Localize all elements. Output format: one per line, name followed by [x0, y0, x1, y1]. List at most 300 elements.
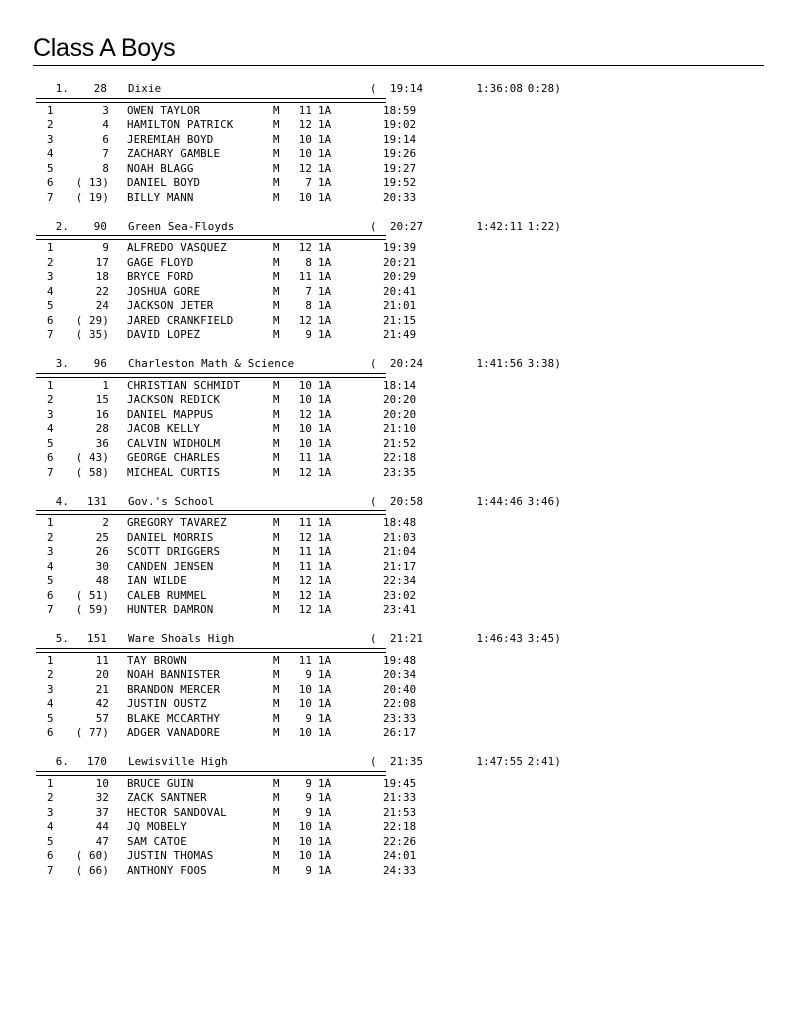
runner-row: [33, 379, 764, 394]
runner-points: 9: [102, 241, 109, 254]
runner-grade: 12: [298, 588, 312, 602]
runner-rank: 5: [47, 834, 54, 848]
runner-points: ( 51): [75, 588, 109, 602]
runner-grade: 7: [305, 176, 312, 189]
runner-class: 1A: [318, 393, 332, 406]
runner-rank: 1: [47, 516, 54, 529]
runner-rank: 6: [47, 451, 54, 464]
page-title: Class A Boys: [33, 34, 176, 62]
runner-name: SAM CATOE: [127, 834, 187, 848]
runner-rank: 1: [47, 776, 54, 790]
runner-rank: 2: [47, 393, 54, 406]
runner-class: 1A: [318, 863, 332, 877]
runner-time: 21:52: [383, 436, 417, 450]
runner-time: 19:26: [383, 147, 417, 160]
runner-grade: 10: [298, 190, 312, 204]
team-block: [33, 220, 764, 343]
runner-sex: M: [273, 393, 280, 406]
team-block: [33, 755, 764, 878]
runner-class: 1A: [318, 516, 332, 529]
runner-rank: 3: [47, 270, 54, 283]
runner-class: 1A: [318, 255, 332, 269]
runner-name: ZACHARY GAMBLE: [127, 147, 221, 160]
runner-class: 1A: [318, 668, 332, 681]
runner-class: 1A: [318, 574, 332, 587]
runner-row: [33, 849, 764, 864]
team-total-time: 1:47:55: [476, 755, 523, 768]
team-average-time: ( 21:35: [370, 755, 424, 768]
runner-grade: 10: [298, 147, 312, 160]
team-average-time: ( 20:24: [370, 357, 424, 370]
runner-class: 1A: [318, 451, 332, 464]
runner-sex: M: [273, 176, 280, 189]
team-average-time: ( 20:58: [370, 494, 424, 508]
runner-rank: 3: [47, 407, 54, 421]
runner-class: 1A: [318, 559, 332, 573]
runner-grade: 12: [298, 241, 312, 254]
runner-time: 20:33: [383, 190, 417, 204]
team-split: 3:46): [527, 494, 561, 508]
runner-time: 20:29: [383, 270, 417, 283]
runner-class: 1A: [318, 791, 332, 804]
runner-class: 1A: [318, 530, 332, 544]
runner-points: 6: [102, 132, 109, 146]
runner-points: ( 58): [75, 465, 109, 479]
runner-row: [33, 285, 764, 300]
runner-row: [33, 574, 764, 589]
team-divider: [36, 373, 386, 378]
runner-rank: 7: [47, 190, 54, 204]
runner-grade: 12: [298, 530, 312, 544]
team-average-time: ( 19:14: [370, 82, 424, 95]
runner-list: [33, 777, 764, 879]
runner-class: 1A: [318, 299, 332, 312]
team-name: Charleston Math & Science: [128, 357, 295, 370]
runner-time: 19:39: [383, 241, 417, 254]
team-average-time: ( 21:21: [370, 632, 424, 645]
runner-name: CALVIN WIDHOLM: [127, 436, 221, 450]
runner-grade: 9: [305, 668, 312, 681]
runner-points: 3: [102, 103, 109, 117]
team-block: [33, 82, 764, 205]
runner-sex: M: [273, 834, 280, 848]
team-total-time: 1:41:56: [476, 357, 523, 370]
runner-name: JQ MOBELY: [127, 820, 187, 833]
team-total-time: 1:36:08: [476, 82, 523, 95]
runner-rank: 7: [47, 328, 54, 341]
runner-points: 20: [95, 668, 109, 681]
runner-row: [33, 864, 764, 879]
runner-row: [33, 726, 764, 741]
runner-name: BRANDON MERCER: [127, 682, 221, 696]
runner-grade: 9: [305, 791, 312, 804]
runner-rank: 3: [47, 132, 54, 146]
runner-row: [33, 422, 764, 437]
runner-grade: 8: [305, 299, 312, 312]
runner-points: 30: [95, 559, 109, 573]
runner-rank: 1: [47, 241, 54, 254]
runner-name: GEORGE CHARLES: [127, 451, 221, 464]
team-header: [33, 357, 764, 372]
runner-class: 1A: [318, 820, 332, 833]
runner-sex: M: [273, 711, 280, 725]
runner-row: [33, 545, 764, 560]
runner-sex: M: [273, 299, 280, 312]
runner-sex: M: [273, 588, 280, 602]
runner-class: 1A: [318, 588, 332, 602]
runner-name: ZACK SANTNER: [127, 791, 207, 804]
runner-time: 24:33: [383, 863, 417, 877]
runner-grade: 9: [305, 328, 312, 341]
runner-grade: 12: [298, 407, 312, 421]
runner-rank: 3: [47, 682, 54, 696]
runner-row: [33, 133, 764, 148]
runner-row: [33, 176, 764, 191]
team-divider: [36, 235, 386, 240]
team-block: [33, 357, 764, 480]
runner-row: [33, 668, 764, 683]
runner-points: ( 35): [75, 328, 109, 341]
runner-sex: M: [273, 530, 280, 544]
runner-grade: 12: [298, 161, 312, 175]
runner-points: 36: [95, 436, 109, 450]
runner-sex: M: [273, 574, 280, 587]
runner-sex: M: [273, 668, 280, 681]
runner-rank: 5: [47, 161, 54, 175]
runner-class: 1A: [318, 653, 332, 667]
team-divider: [36, 771, 386, 776]
runner-row: [33, 256, 764, 271]
team-place: 4.: [55, 494, 69, 508]
runner-time: 22:34: [383, 574, 417, 587]
runner-class: 1A: [318, 118, 332, 131]
runner-name: HUNTER DAMRON: [127, 603, 214, 616]
runner-name: IAN WILDE: [127, 574, 187, 587]
runner-grade: 10: [298, 682, 312, 696]
runner-rank: 6: [47, 176, 54, 189]
team-split: 3:45): [527, 632, 561, 645]
runner-rank: 4: [47, 284, 54, 298]
runner-class: 1A: [318, 328, 332, 341]
runner-rank: 3: [47, 805, 54, 819]
runner-grade: 10: [298, 726, 312, 739]
runner-class: 1A: [318, 313, 332, 327]
runner-points: 44: [95, 820, 109, 833]
runner-row: [33, 560, 764, 575]
team-score: 28: [93, 82, 107, 95]
runner-row: [33, 835, 764, 850]
runner-grade: 10: [298, 132, 312, 146]
runner-time: 22:26: [383, 834, 417, 848]
runner-time: 18:59: [383, 103, 417, 117]
runner-sex: M: [273, 559, 280, 573]
runner-sex: M: [273, 407, 280, 421]
runner-rank: 4: [47, 820, 54, 833]
runner-time: 19:27: [383, 161, 417, 175]
runner-sex: M: [273, 726, 280, 739]
runner-grade: 7: [305, 284, 312, 298]
runner-points: 8: [102, 161, 109, 175]
runner-sex: M: [273, 132, 280, 146]
runner-sex: M: [273, 653, 280, 667]
runner-sex: M: [273, 284, 280, 298]
runner-time: 19:45: [383, 776, 417, 790]
runner-sex: M: [273, 451, 280, 464]
runner-rank: 6: [47, 849, 54, 862]
runner-class: 1A: [318, 726, 332, 739]
runner-grade: 10: [298, 422, 312, 435]
runner-name: JARED CRANKFIELD: [127, 313, 234, 327]
runner-name: GREGORY TAVAREZ: [127, 516, 227, 529]
runner-grade: 11: [298, 103, 312, 117]
runner-class: 1A: [318, 834, 332, 848]
team-place: 2.: [55, 219, 69, 233]
team-total-time: 1:44:46: [476, 494, 523, 508]
runner-class: 1A: [318, 776, 332, 790]
runner-name: GAGE FLOYD: [127, 255, 194, 269]
team-results: [33, 82, 764, 893]
runner-row: [33, 314, 764, 329]
runner-row: [33, 299, 764, 314]
runner-time: 21:33: [383, 791, 417, 804]
runner-row: [33, 697, 764, 712]
runner-time: 23:35: [383, 465, 417, 479]
runner-grade: 10: [298, 849, 312, 862]
runner-rank: 1: [47, 103, 54, 117]
runner-sex: M: [273, 270, 280, 283]
runner-sex: M: [273, 118, 280, 131]
runner-class: 1A: [318, 407, 332, 421]
runner-name: BRUCE GUIN: [127, 776, 194, 790]
runner-class: 1A: [318, 132, 332, 146]
team-score: 131: [87, 494, 107, 508]
runner-row: [33, 683, 764, 698]
runner-points: 2: [102, 516, 109, 529]
runner-name: JUSTIN OUSTZ: [127, 697, 207, 710]
runner-rank: 2: [47, 118, 54, 131]
runner-name: JEREMIAH BOYD: [127, 132, 214, 146]
team-split: 1:22): [527, 219, 561, 233]
runner-sex: M: [273, 516, 280, 529]
runner-time: 26:17: [383, 726, 417, 739]
runner-name: ANTHONY FOOS: [127, 863, 207, 877]
runner-time: 24:01: [383, 849, 417, 862]
runner-name: HECTOR SANDOVAL: [127, 805, 227, 819]
runner-rank: 7: [47, 863, 54, 877]
runner-grade: 11: [298, 451, 312, 464]
runner-time: 18:14: [383, 378, 417, 392]
runner-name: BILLY MANN: [127, 190, 194, 204]
runner-rank: 5: [47, 299, 54, 312]
runner-sex: M: [273, 190, 280, 204]
runner-time: 21:17: [383, 559, 417, 573]
runner-points: 10: [95, 776, 109, 790]
runner-grade: 12: [298, 118, 312, 131]
runner-time: 20:20: [383, 407, 417, 421]
runner-rank: 5: [47, 711, 54, 725]
runner-row: [33, 791, 764, 806]
runner-rank: 4: [47, 697, 54, 710]
runner-name: TAY BROWN: [127, 653, 187, 667]
runner-class: 1A: [318, 711, 332, 725]
runner-time: 21:03: [383, 530, 417, 544]
runner-time: 21:53: [383, 805, 417, 819]
runner-name: SCOTT DRIGGERS: [127, 545, 221, 558]
runner-points: ( 13): [75, 176, 109, 189]
team-split: 0:28): [527, 82, 561, 95]
runner-class: 1A: [318, 378, 332, 392]
runner-class: 1A: [318, 849, 332, 862]
runner-grade: 9: [305, 805, 312, 819]
runner-points: 1: [102, 378, 109, 392]
runner-class: 1A: [318, 270, 332, 283]
team-score: 90: [93, 219, 107, 233]
runner-time: 23:41: [383, 603, 417, 616]
runner-grade: 9: [305, 863, 312, 877]
runner-time: 23:02: [383, 588, 417, 602]
runner-grade: 8: [305, 255, 312, 269]
runner-name: OWEN TAYLOR: [127, 103, 201, 117]
runner-grade: 12: [298, 313, 312, 327]
runner-list: [33, 241, 764, 343]
runner-sex: M: [273, 436, 280, 450]
runner-time: 20:20: [383, 393, 417, 406]
runner-points: 42: [95, 697, 109, 710]
runner-points: 7: [102, 147, 109, 160]
runner-rank: 7: [47, 465, 54, 479]
runner-sex: M: [273, 103, 280, 117]
runner-grade: 10: [298, 697, 312, 710]
team-header: [33, 82, 764, 97]
team-name: Ware Shoals High: [128, 632, 235, 645]
runner-name: ALFREDO VASQUEZ: [127, 241, 227, 254]
runner-class: 1A: [318, 805, 332, 819]
team-split: 3:38): [527, 357, 561, 370]
runner-points: ( 66): [75, 863, 109, 877]
runner-row: [33, 241, 764, 256]
runner-row: [33, 516, 764, 531]
runner-time: 22:18: [383, 451, 417, 464]
runner-points: 18: [95, 270, 109, 283]
runner-grade: 11: [298, 270, 312, 283]
runner-points: 21: [95, 682, 109, 696]
runner-time: 22:18: [383, 820, 417, 833]
runner-points: 11: [95, 653, 109, 667]
runner-time: 18:48: [383, 516, 417, 529]
runner-rank: 7: [47, 603, 54, 616]
runner-rank: 6: [47, 588, 54, 602]
team-split: 2:41): [527, 755, 561, 768]
runner-rank: 2: [47, 530, 54, 544]
runner-sex: M: [273, 255, 280, 269]
runner-class: 1A: [318, 422, 332, 435]
runner-row: [33, 118, 764, 133]
runner-rank: 2: [47, 255, 54, 269]
runner-rank: 6: [47, 726, 54, 739]
runner-points: ( 77): [75, 726, 109, 739]
runner-sex: M: [273, 863, 280, 877]
runner-sex: M: [273, 603, 280, 616]
runner-sex: M: [273, 161, 280, 175]
runner-rank: 5: [47, 436, 54, 450]
runner-rank: 1: [47, 653, 54, 667]
team-place: 3.: [55, 357, 69, 370]
runner-rank: 4: [47, 422, 54, 435]
runner-points: ( 19): [75, 190, 109, 204]
team-header: [33, 495, 764, 510]
runner-row: [33, 328, 764, 343]
runner-name: NOAH BANNISTER: [127, 668, 221, 681]
runner-sex: M: [273, 791, 280, 804]
runner-row: [33, 393, 764, 408]
runner-row: [33, 437, 764, 452]
runner-list: [33, 379, 764, 481]
runner-name: BRYCE FORD: [127, 270, 194, 283]
runner-points: 24: [95, 299, 109, 312]
runner-time: 19:14: [383, 132, 417, 146]
runner-time: 21:15: [383, 313, 417, 327]
runner-sex: M: [273, 465, 280, 479]
runner-class: 1A: [318, 436, 332, 450]
runner-name: DANIEL BOYD: [127, 176, 201, 189]
runner-rank: 4: [47, 559, 54, 573]
runner-points: 15: [95, 393, 109, 406]
runner-grade: 10: [298, 393, 312, 406]
runner-grade: 9: [305, 711, 312, 725]
runner-name: DAVID LOPEZ: [127, 328, 201, 341]
team-place: 5.: [55, 632, 69, 645]
runner-points: ( 59): [75, 603, 109, 616]
team-divider: [36, 510, 386, 515]
runner-class: 1A: [318, 103, 332, 117]
runner-name: NOAH BLAGG: [127, 161, 194, 175]
runner-grade: 10: [298, 834, 312, 848]
runner-name: MICHEAL CURTIS: [127, 465, 221, 479]
runner-name: CHRISTIAN SCHMIDT: [127, 378, 241, 392]
runner-points: 32: [95, 791, 109, 804]
runner-class: 1A: [318, 147, 332, 160]
team-divider: [36, 648, 386, 653]
runner-class: 1A: [318, 161, 332, 175]
runner-row: [33, 589, 764, 604]
runner-row: [33, 466, 764, 481]
runner-grade: 12: [298, 465, 312, 479]
runner-name: CANDEN JENSEN: [127, 559, 214, 573]
runner-sex: M: [273, 776, 280, 790]
runner-name: JACKSON JETER: [127, 299, 214, 312]
runner-name: DANIEL MORRIS: [127, 530, 214, 544]
runner-rank: 4: [47, 147, 54, 160]
runner-time: 19:52: [383, 176, 417, 189]
runner-time: 21:01: [383, 299, 417, 312]
runner-points: 57: [95, 711, 109, 725]
runner-points: 48: [95, 574, 109, 587]
runner-time: 21:04: [383, 545, 417, 558]
runner-points: 25: [95, 530, 109, 544]
runner-row: [33, 162, 764, 177]
runner-points: 22: [95, 284, 109, 298]
runner-points: ( 60): [75, 849, 109, 862]
runner-name: CALEB RUMMEL: [127, 588, 207, 602]
runner-time: 21:49: [383, 328, 417, 341]
runner-sex: M: [273, 422, 280, 435]
team-score: 96: [93, 357, 107, 370]
team-score: 151: [87, 632, 107, 645]
runner-time: 20:21: [383, 255, 417, 269]
runner-class: 1A: [318, 465, 332, 479]
team-block: [33, 632, 764, 741]
runner-name: JUSTIN THOMAS: [127, 849, 214, 862]
